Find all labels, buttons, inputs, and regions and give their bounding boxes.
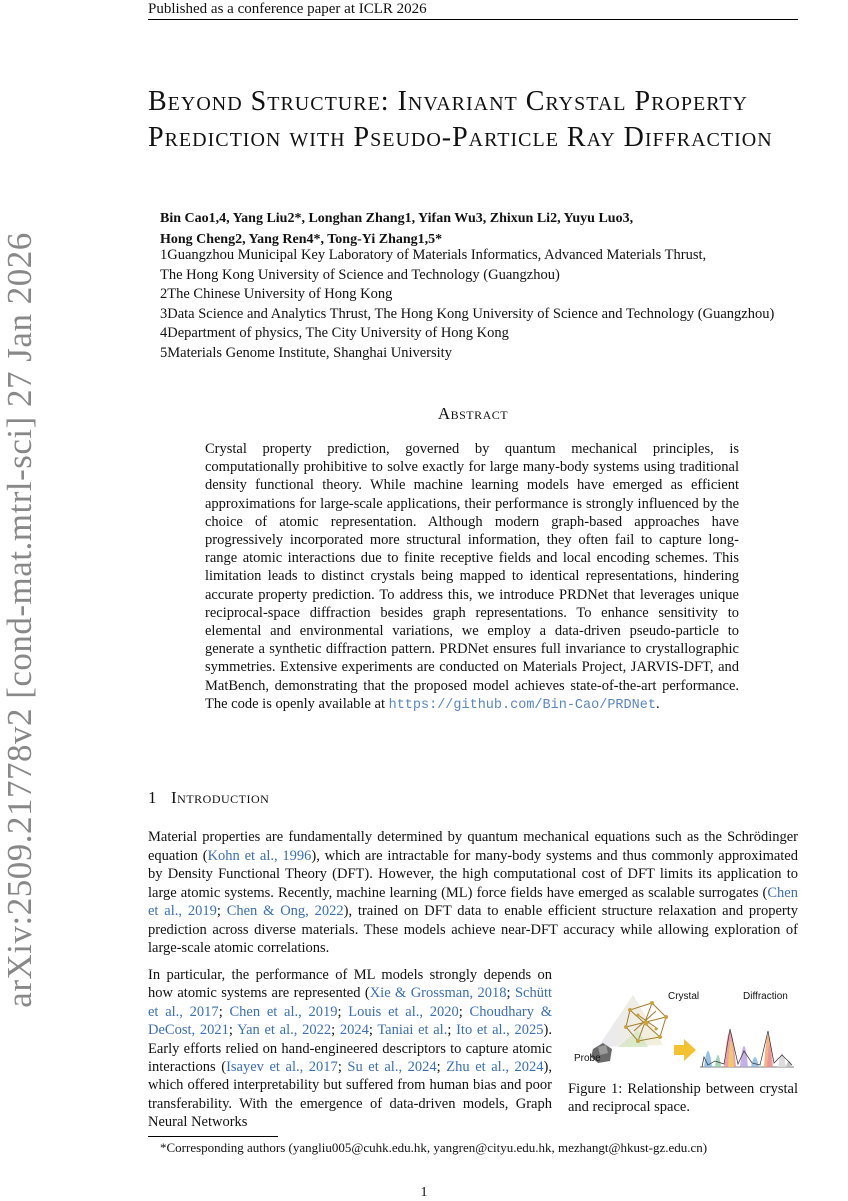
citation-link[interactable]: Zhu et al., 2024 [446, 1059, 544, 1076]
text-run: Material properties are fundamentally determined by quantum mechanical equations such as the Schrödinger equation ( [148, 829, 798, 864]
section-number: 1 [148, 788, 157, 807]
footnote-rule [148, 1136, 278, 1137]
citation-link[interactable]: Choudhary & DeCost, 2021 [148, 1003, 553, 1039]
figure-1-caption: Figure 1: Relationship between crystal and reciprocal space. [568, 1081, 798, 1115]
citation-link[interactable]: Isayev et al., 2017 [226, 1059, 338, 1076]
text-run: ; [337, 1059, 348, 1076]
citation-link[interactable]: Ito et al., 2025 [456, 1022, 544, 1039]
citation-link[interactable]: Chen et al., 2019 [148, 884, 798, 919]
citation-link[interactable]: Taniai et al. [377, 1022, 448, 1039]
author-line-2: Hong Cheng2, Yang Ren4*, Tong-Yi Zhang1,5* [160, 232, 443, 247]
affiliation: The Hong Kong University of Science and Technology (Guangzhou) [160, 266, 560, 283]
arxiv-stamp [0, 232, 40, 1008]
affiliation: 1Guangzhou Municipal Key Laboratory of Materials Informatics, Advanced Materials Thrust, [160, 247, 707, 263]
affiliations [160, 246, 848, 363]
citation-link[interactable]: Chen et al., 2019 [229, 1003, 338, 1020]
text-run: ; [216, 903, 227, 919]
affiliation: 5Materials Genome Institute, Shanghai University [160, 344, 452, 361]
text-run: ), trained on DFT data to enable efficient structure relaxation and property prediction across diverse materials. These models achieve near-DFT accuracy while allowing exploration of large-scale atomic correlations. [148, 903, 799, 956]
abstract-text: Crystal property prediction, governed by quantum mechanical principles, is computationally prohibitive to solve exactly for large many-body systems using traditional density functional theory. While machine learning models have emerged as efficient approximations for large-scale applications, their performance is strongly influenced by the choice of atomic representation. Although modern graph-based approaches have progressively incorporated more structural information, they often fail to capture long-range atomic interactions due to finite receptive fields and local encoding schemes. This limitation leads to distinct crystals being mapped to identical representations, hindering accurate property prediction. To address this, we introduce PRDNet that leverages unique reciprocal-space diffraction besides graph representations. To enhance sensitivity to elemental and environmental variations, we employ a data-driven pseudo-particle to generate a synthetic diffraction pattern. PRDNet ensures full invariance to crystallographic symmetries. Extensive experiments are conducted on Materials Project, JARVIS-DFT, and MatBench, demonstrating that the proposed model achieves state-of-the-art performance. The code is openly available at [205, 441, 739, 712]
author-list [160, 208, 820, 250]
transform-arrow-icon [674, 1039, 696, 1061]
text-run: ; [331, 1022, 340, 1039]
citation-link[interactable]: Kohn et al., 1996 [207, 847, 312, 864]
affiliation: 2The Chinese University of Hong Kong [160, 286, 393, 302]
figure-1 [568, 985, 798, 1075]
intro-paragraph-1 [148, 828, 798, 958]
citation-link[interactable]: 2024 [339, 1022, 369, 1039]
code-link[interactable]: https://github.com/Bin-Cao/PRDNet [388, 697, 656, 713]
figure-1-graphic [568, 985, 798, 1075]
text-run: ; [447, 1022, 457, 1039]
abstract-heading: Abstract [437, 404, 509, 423]
arxiv-id: arXiv:2509.21778v2 [cond-mat.mtrl-sci] 27 Jan 2026 [0, 232, 39, 1008]
text-run: ). Early efforts relied on hand-engineered descriptors to capture atomic interactions ( [148, 1022, 552, 1076]
citation-link[interactable]: Yan et al., 2022 [237, 1022, 332, 1039]
citation-link[interactable]: Schütt et al., 2017 [148, 985, 553, 1020]
diffraction-pattern [700, 1029, 794, 1067]
text-run: ), which are intractable for many-body systems and thus commonly approximated by Density Functional Theory (DFT). However, the high computational cost of DFT limits its application to large atomic systems. Recently, machine learning (ML) force fields have emerged as scalable surrogates ( [148, 847, 798, 901]
affiliation: 3Data Science and Analytics Thrust, The Hong Kong University of Science and Technology (Guangzhou) [160, 305, 775, 322]
text-run: ; [368, 1022, 378, 1039]
citation-link[interactable]: Chen & Ong, 2022 [226, 903, 344, 919]
citation-link[interactable]: Louis et al., 2020 [348, 1003, 459, 1020]
probe-label: Probe [574, 1053, 601, 1064]
text-run: ; [218, 1003, 230, 1020]
text-run: ; [458, 1003, 470, 1020]
intro-paragraph-2 [148, 966, 552, 1132]
text-run: ), which offered interpretability but suffered from human bias and poor transferability. With the emergence of data-driven models, Graph Neural Networks [148, 1059, 552, 1131]
header-rule [148, 19, 798, 20]
page-number: 1 [420, 1185, 428, 1200]
author-line-1: Bin Cao1,4, Yang Liu2*, Longhan Zhang1, Yifan Wu3, Zhixun Li2, Yuyu Luo3, [160, 211, 634, 226]
text-run: ; [436, 1059, 447, 1076]
text-run: ; [506, 985, 515, 1002]
citation-link[interactable]: Xie & Grossman, 2018 [369, 985, 507, 1002]
running-header: Published as a conference paper at ICLR 2026 [148, 1, 427, 17]
crystal-label: Crystal [668, 991, 700, 1002]
citation-link[interactable]: Su et al., 2024 [347, 1059, 437, 1076]
section-heading [148, 788, 269, 808]
section-title: Introduction [171, 788, 270, 807]
text-run: ; [228, 1022, 238, 1039]
text-run: ; [337, 1003, 349, 1020]
affiliation: 4Department of physics, The City University of Hong Kong [160, 325, 509, 341]
abstract-body: Crystal property prediction, governed by quantum mechanical principles, is computationally prohibitive to solve exactly for large many-body systems using traditional density functional theory. While machine learning models have emerged as efficient approximations for large-scale applications, their performance is strongly influenced by the choice of atomic representation. Although modern graph-based approaches have progressively incorporated more structural information, they often fail to capture long-range atomic interactions due to finite receptive fields and local encoding schemes. This limitation leads to distinct crystals being mapped to identical representations, hindering accurate property prediction. To address this, we introduce PRDNet that leverages unique reciprocal-space diffraction besides graph representations. To enhance sensitivity to elemental and environmental variations, we employ a data-driven pseudo-particle to generate a synthetic diffraction pattern. PRDNet ensures full invariance to crystallographic symmetries. Extensive experiments are conducted on Materials Project, JARVIS-DFT, and MatBench, demonstrating that the proposed model achieves state-of-the-art performance. The code is openly available at https://github.com/Bin-Cao/PRDNet. [205, 441, 739, 713]
paper-title: Beyond Structure: Invariant Crystal Property Prediction with Pseudo-Particle Ray Diffraction [148, 86, 773, 153]
diffraction-label: Diffraction [743, 991, 788, 1002]
footnote: *Corresponding authors (yangliu005@cuhk.edu.hk, yangren@cityu.edu.hk, mezhangt@hkust-gz.edu.cn) [160, 1140, 708, 1155]
text-run: In particular, the performance of ML models strongly depends on how atomic systems are represented ( [148, 967, 552, 1002]
